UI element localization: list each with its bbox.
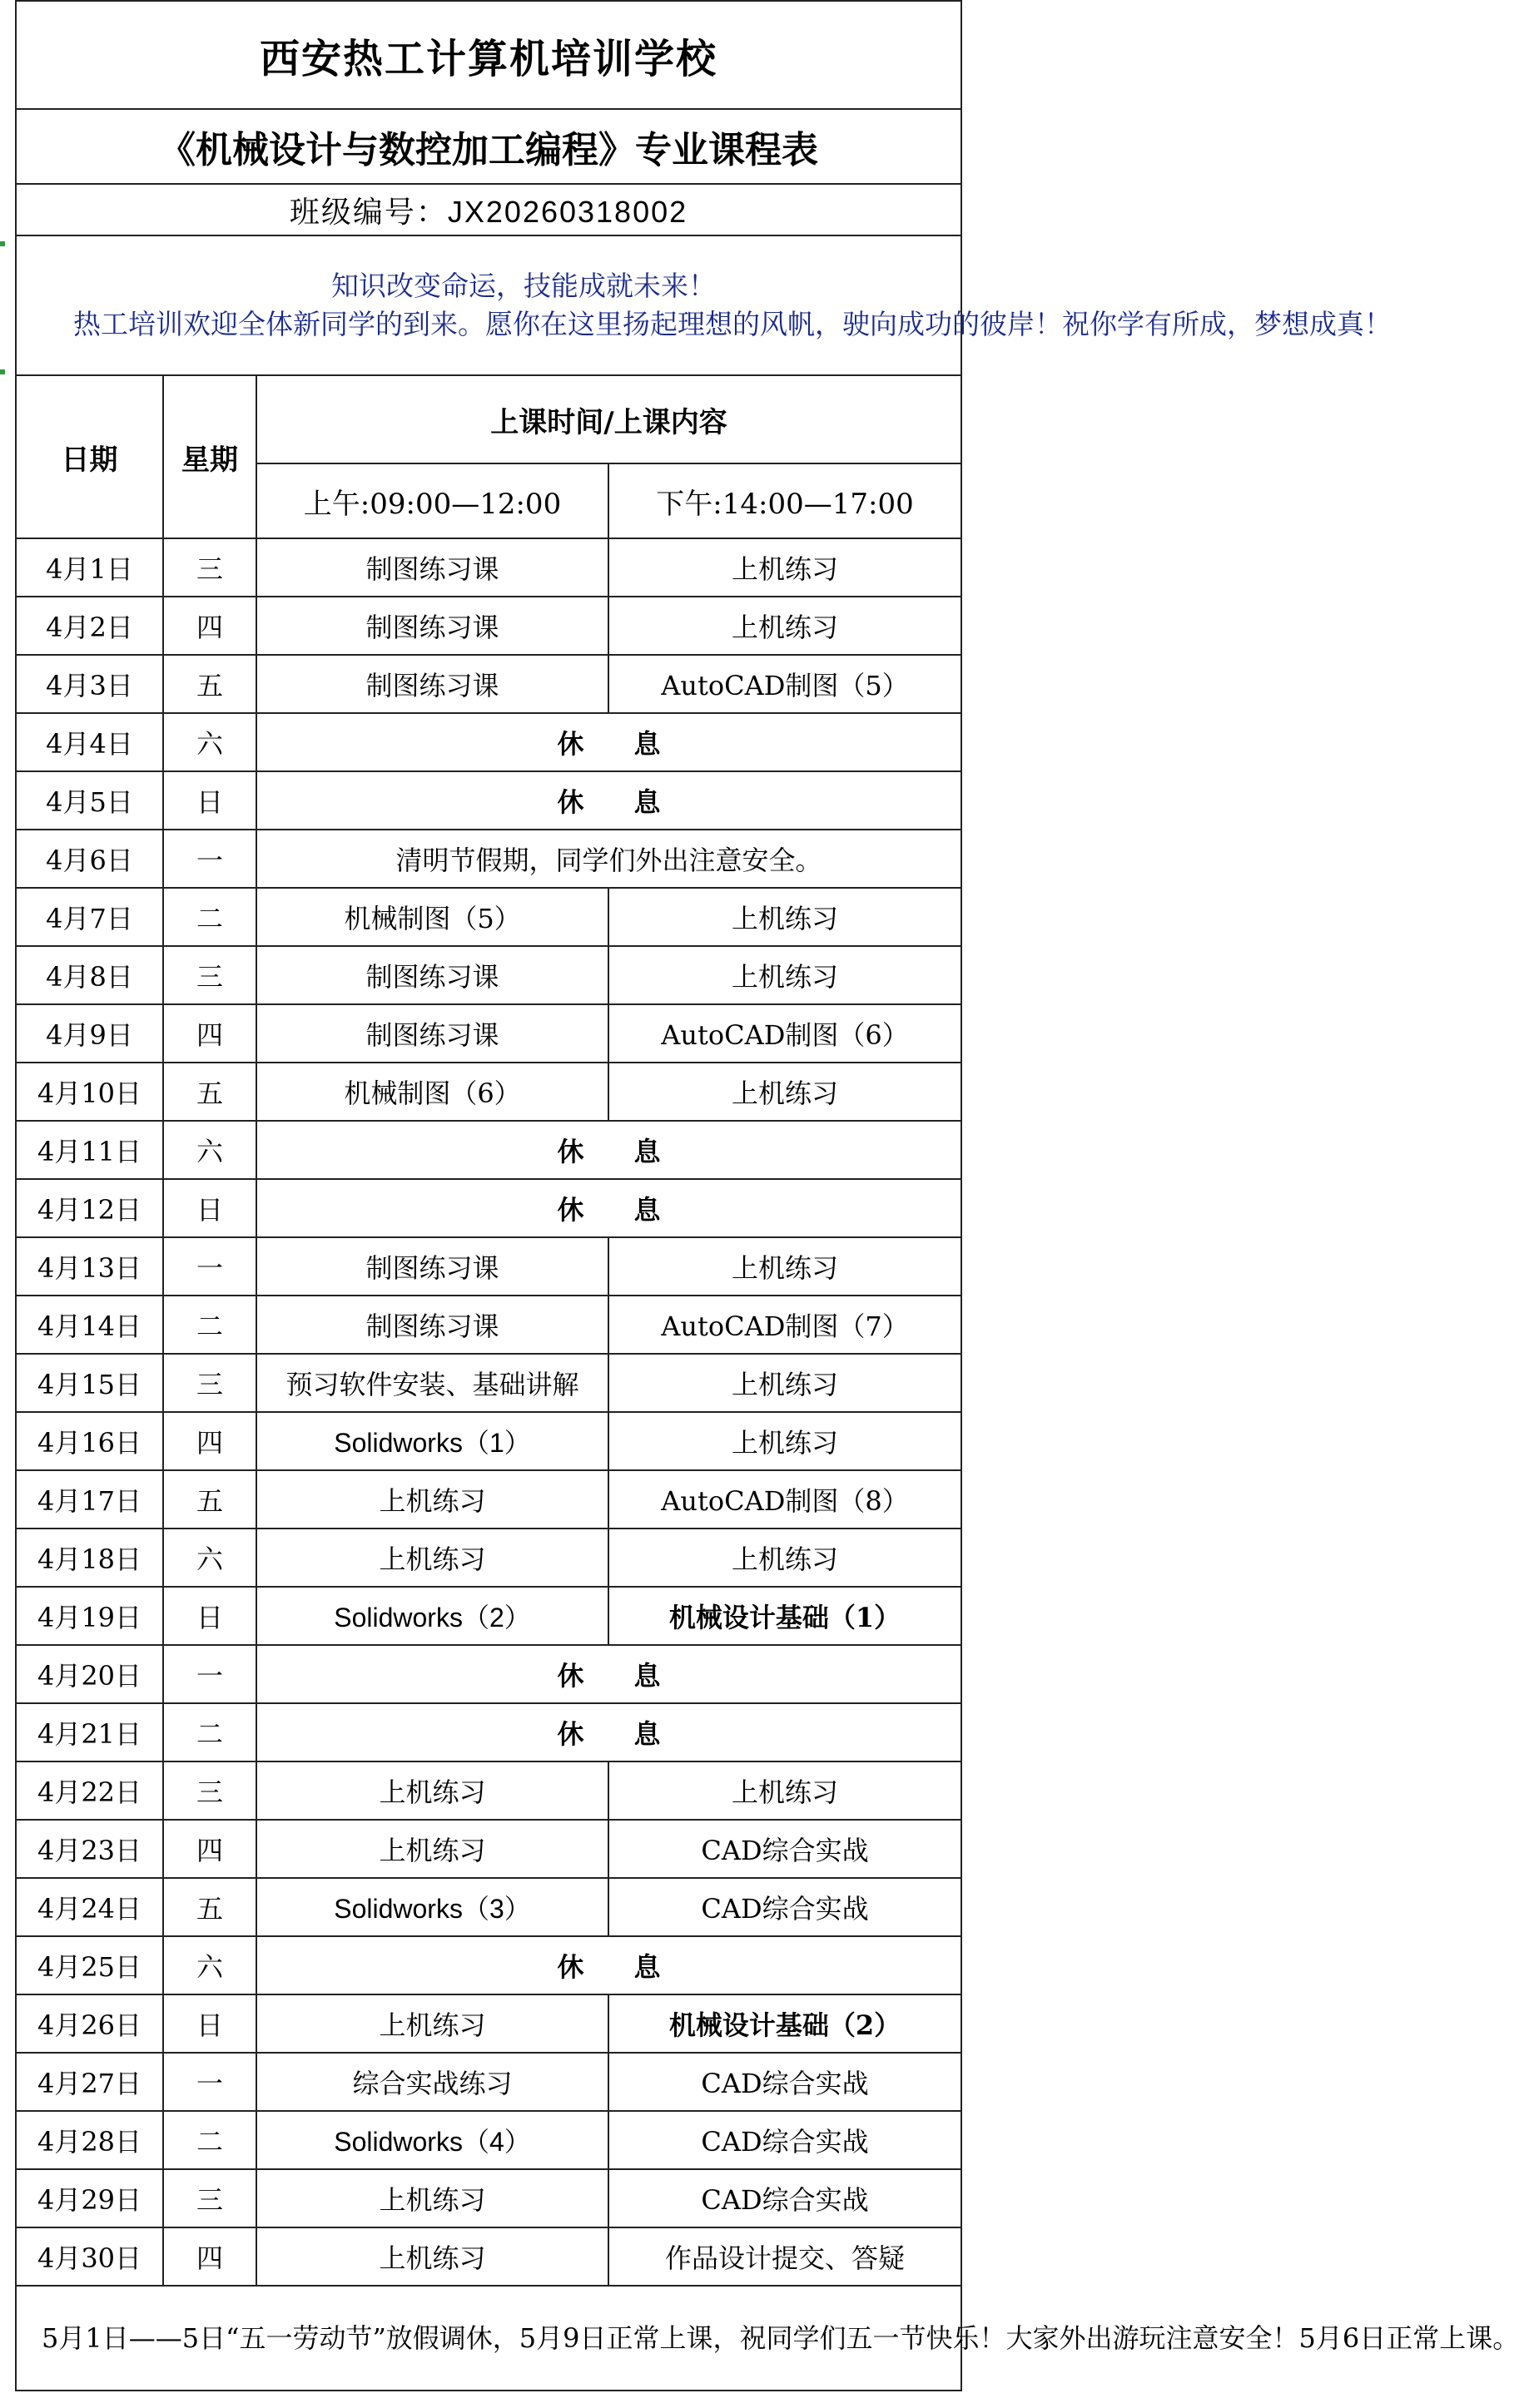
afternoon-class: 上机练习 — [608, 1412, 961, 1470]
rest-label: 息 — [633, 1718, 661, 1750]
schedule-row — [16, 538, 961, 597]
schedule-row — [16, 888, 961, 946]
schedule-row — [16, 1761, 961, 1820]
rest-day-cell — [256, 771, 961, 830]
row-weekday: 三 — [163, 946, 256, 1004]
morning-class: 制图练习课 — [256, 1237, 608, 1296]
row-date: 4月22日 — [16, 1761, 163, 1820]
row-weekday: 三 — [163, 1354, 256, 1412]
row-date: 4月16日 — [16, 1412, 163, 1470]
morning-class: 上机练习 — [256, 1761, 608, 1820]
schedule-row — [16, 830, 961, 888]
schedule-row — [16, 1587, 961, 1645]
afternoon-class: 上机练习 — [608, 888, 961, 946]
row-weekday: 六 — [163, 1529, 256, 1587]
row-weekday: 五 — [163, 655, 256, 713]
rest-label: 休 — [557, 728, 584, 760]
row-date: 4月14日 — [16, 1296, 163, 1354]
rest-label: 休 — [557, 1136, 584, 1167]
row-weekday: 二 — [163, 888, 256, 946]
row-weekday: 六 — [163, 1121, 256, 1179]
afternoon-class: 机械设计基础（1） — [608, 1587, 961, 1645]
rest-label: 休 — [557, 1660, 584, 1692]
afternoon-class: 上机练习 — [608, 1761, 961, 1820]
corner-mark — [0, 241, 5, 246]
afternoon-class: 上机练习 — [608, 946, 961, 1004]
weekday-column-header: 星期 — [163, 375, 256, 538]
schedule-row — [16, 1063, 961, 1121]
school-name: 西安热工计算机培训学校 — [16, 1, 961, 109]
afternoon-class: AutoCAD制图（8） — [608, 1470, 961, 1529]
row-weekday: 四 — [163, 597, 256, 655]
holiday-notice-text: 5月1日——5日“五一劳动节”放假调休，5月9日正常上课，祝同学们五一节快乐！大家外出游玩注意安全！5月6日正常上课。 — [42, 2322, 1519, 2354]
row-weekday: 一 — [163, 2053, 256, 2111]
rest-label: 息 — [633, 1194, 661, 1226]
row-weekday: 四 — [163, 2227, 256, 2286]
row-date: 4月5日 — [16, 771, 163, 830]
morning-class: 制图练习课 — [256, 538, 608, 597]
row-weekday: 一 — [163, 1237, 256, 1296]
schedule-row — [16, 1703, 961, 1761]
class-label: 班级编号： — [289, 195, 448, 230]
row-date: 4月11日 — [16, 1121, 163, 1179]
class-number — [16, 184, 961, 235]
schedule-row — [16, 946, 961, 1004]
row-date: 4月27日 — [16, 2053, 163, 2111]
morning-class: 制图练习课 — [256, 597, 608, 655]
course-title: 《机械设计与数控加工编程》专业课程表 — [16, 109, 961, 184]
morning-class: 上机练习 — [256, 1470, 608, 1529]
rest-label: 休 — [557, 1718, 584, 1750]
morning-class: Solidworks（2） — [256, 1587, 608, 1645]
row-date: 4月12日 — [16, 1179, 163, 1237]
row-date: 4月13日 — [16, 1237, 163, 1296]
schedule-row — [16, 1121, 961, 1179]
schedule-row — [16, 1529, 961, 1587]
schedule-row — [16, 1004, 961, 1063]
holiday-note-cell: 清明节假期，同学们外出注意安全。 — [256, 830, 961, 888]
schedule-row — [16, 1820, 961, 1878]
row-date: 4月28日 — [16, 2111, 163, 2169]
morning-class: 制图练习课 — [256, 946, 608, 1004]
rest-label: 休 — [557, 1194, 584, 1226]
rest-day-cell — [256, 713, 961, 771]
row-weekday: 一 — [163, 1645, 256, 1703]
row-date: 4月2日 — [16, 597, 163, 655]
row-weekday: 日 — [163, 771, 256, 830]
schedule-row — [16, 1237, 961, 1296]
row-weekday: 六 — [163, 1936, 256, 1994]
schedule-row — [16, 1878, 961, 1936]
holiday-notice — [16, 2286, 1519, 2391]
schedule-row — [16, 1179, 961, 1237]
row-weekday: 四 — [163, 1004, 256, 1063]
morning-class: 综合实战练习 — [256, 2053, 608, 2111]
afternoon-class: CAD综合实战 — [608, 1820, 961, 1878]
schedule-row — [16, 1994, 961, 2053]
afternoon-class: CAD综合实战 — [608, 1878, 961, 1936]
schedule-row — [16, 2227, 961, 2286]
welcome-message — [16, 235, 1392, 375]
schedule-table — [15, 0, 1519, 2391]
schedule-row — [16, 1412, 961, 1470]
row-weekday: 五 — [163, 1470, 256, 1529]
row-weekday: 三 — [163, 2169, 256, 2227]
row-weekday: 五 — [163, 1063, 256, 1121]
row-date: 4月29日 — [16, 2169, 163, 2227]
date-column-header: 日期 — [16, 375, 163, 538]
rest-label: 息 — [633, 728, 661, 760]
rest-label: 息 — [633, 1951, 661, 1983]
row-date: 4月9日 — [16, 1004, 163, 1063]
row-weekday: 二 — [163, 1296, 256, 1354]
row-weekday: 一 — [163, 830, 256, 888]
schedule-sheet — [15, 0, 1519, 2408]
afternoon-class: 上机练习 — [608, 1354, 961, 1412]
afternoon-class: 上机练习 — [608, 1063, 961, 1121]
schedule-row — [16, 1296, 961, 1354]
row-date: 4月8日 — [16, 946, 163, 1004]
row-date: 4月19日 — [16, 1587, 163, 1645]
morning-class: Solidworks（4） — [256, 2111, 608, 2169]
afternoon-class: AutoCAD制图（5） — [608, 655, 961, 713]
row-weekday: 六 — [163, 713, 256, 771]
afternoon-class: 上机练习 — [608, 1237, 961, 1296]
row-date: 4月7日 — [16, 888, 163, 946]
rest-day-cell — [256, 1936, 961, 1994]
rest-day-cell — [256, 1645, 961, 1703]
afternoon-class: CAD综合实战 — [608, 2053, 961, 2111]
row-date: 4月23日 — [16, 1820, 163, 1878]
schedule-row — [16, 2111, 961, 2169]
morning-class: Solidworks（3） — [256, 1878, 608, 1936]
morning-header: 上午:09:00—12:00 — [256, 463, 608, 538]
row-date: 4月1日 — [16, 538, 163, 597]
rest-label: 休 — [557, 786, 584, 818]
morning-class: 上机练习 — [256, 1529, 608, 1587]
row-weekday: 日 — [163, 1587, 256, 1645]
class-code: JX20260318002 — [447, 194, 688, 229]
rest-label: 息 — [633, 1660, 661, 1692]
afternoon-class: 机械设计基础（2） — [608, 1994, 961, 2053]
row-date: 4月30日 — [16, 2227, 163, 2286]
row-weekday: 五 — [163, 1878, 256, 1936]
morning-class: 上机练习 — [256, 2169, 608, 2227]
schedule-row — [16, 1470, 961, 1529]
row-date: 4月21日 — [16, 1703, 163, 1761]
afternoon-header: 下午:14:00—17:00 — [608, 463, 961, 538]
morning-class: 上机练习 — [256, 2227, 608, 2286]
morning-class: 上机练习 — [256, 1820, 608, 1878]
morning-class: 预习软件安装、基础讲解 — [256, 1354, 608, 1412]
morning-class: 制图练习课 — [256, 1004, 608, 1063]
rest-label: 息 — [633, 1136, 661, 1167]
rest-label: 休 — [557, 1951, 584, 1983]
afternoon-class: AutoCAD制图（7） — [608, 1296, 961, 1354]
row-weekday: 二 — [163, 2111, 256, 2169]
row-date: 4月3日 — [16, 655, 163, 713]
row-weekday: 日 — [163, 1994, 256, 2053]
morning-class: 制图练习课 — [256, 655, 608, 713]
morning-class: 上机练习 — [256, 1994, 608, 2053]
rest-day-cell — [256, 1703, 961, 1761]
afternoon-class: 上机练习 — [608, 1529, 961, 1587]
motto-line-1: 知识改变命运，技能成就未来！ — [331, 270, 716, 302]
row-date: 4月18日 — [16, 1529, 163, 1587]
row-date: 4月4日 — [16, 713, 163, 771]
row-date: 4月10日 — [16, 1063, 163, 1121]
morning-class: 制图练习课 — [256, 1296, 608, 1354]
row-weekday: 三 — [163, 538, 256, 597]
schedule-row — [16, 771, 961, 830]
afternoon-class: 上机练习 — [608, 538, 961, 597]
morning-class: 机械制图（6） — [256, 1063, 608, 1121]
schedule-row — [16, 713, 961, 771]
row-date: 4月15日 — [16, 1354, 163, 1412]
rest-day-cell — [256, 1121, 961, 1179]
time-content-header: 上课时间/上课内容 — [256, 375, 961, 463]
schedule-row — [16, 1936, 961, 1994]
afternoon-class: 上机练习 — [608, 597, 961, 655]
row-date: 4月24日 — [16, 1878, 163, 1936]
schedule-row — [16, 597, 961, 655]
rest-label: 息 — [633, 786, 661, 818]
row-date: 4月26日 — [16, 1994, 163, 2053]
morning-class: Solidworks（1） — [256, 1412, 608, 1470]
motto-line-2: 热工培训欢迎全体新同学的到来。愿你在这里扬起理想的风帆，驶向成功的彼岸！祝你学有所成，梦想成真！ — [73, 308, 1392, 340]
row-weekday: 三 — [163, 1761, 256, 1820]
morning-class: 机械制图（5） — [256, 888, 608, 946]
row-date: 4月6日 — [16, 830, 163, 888]
afternoon-class: 作品设计提交、答疑 — [608, 2227, 961, 2286]
schedule-row — [16, 655, 961, 713]
row-date: 4月25日 — [16, 1936, 163, 1994]
schedule-row — [16, 2053, 961, 2111]
row-weekday: 四 — [163, 1412, 256, 1470]
afternoon-class: CAD综合实战 — [608, 2111, 961, 2169]
schedule-row — [16, 1645, 961, 1703]
row-weekday: 四 — [163, 1820, 256, 1878]
schedule-row — [16, 1354, 961, 1412]
row-weekday: 日 — [163, 1179, 256, 1237]
row-date: 4月20日 — [16, 1645, 163, 1703]
row-date: 4月17日 — [16, 1470, 163, 1529]
schedule-row — [16, 2169, 961, 2227]
afternoon-class: AutoCAD制图（6） — [608, 1004, 961, 1063]
rest-day-cell — [256, 1179, 961, 1237]
row-weekday: 二 — [163, 1703, 256, 1761]
afternoon-class: CAD综合实战 — [608, 2169, 961, 2227]
corner-mark — [0, 369, 5, 374]
